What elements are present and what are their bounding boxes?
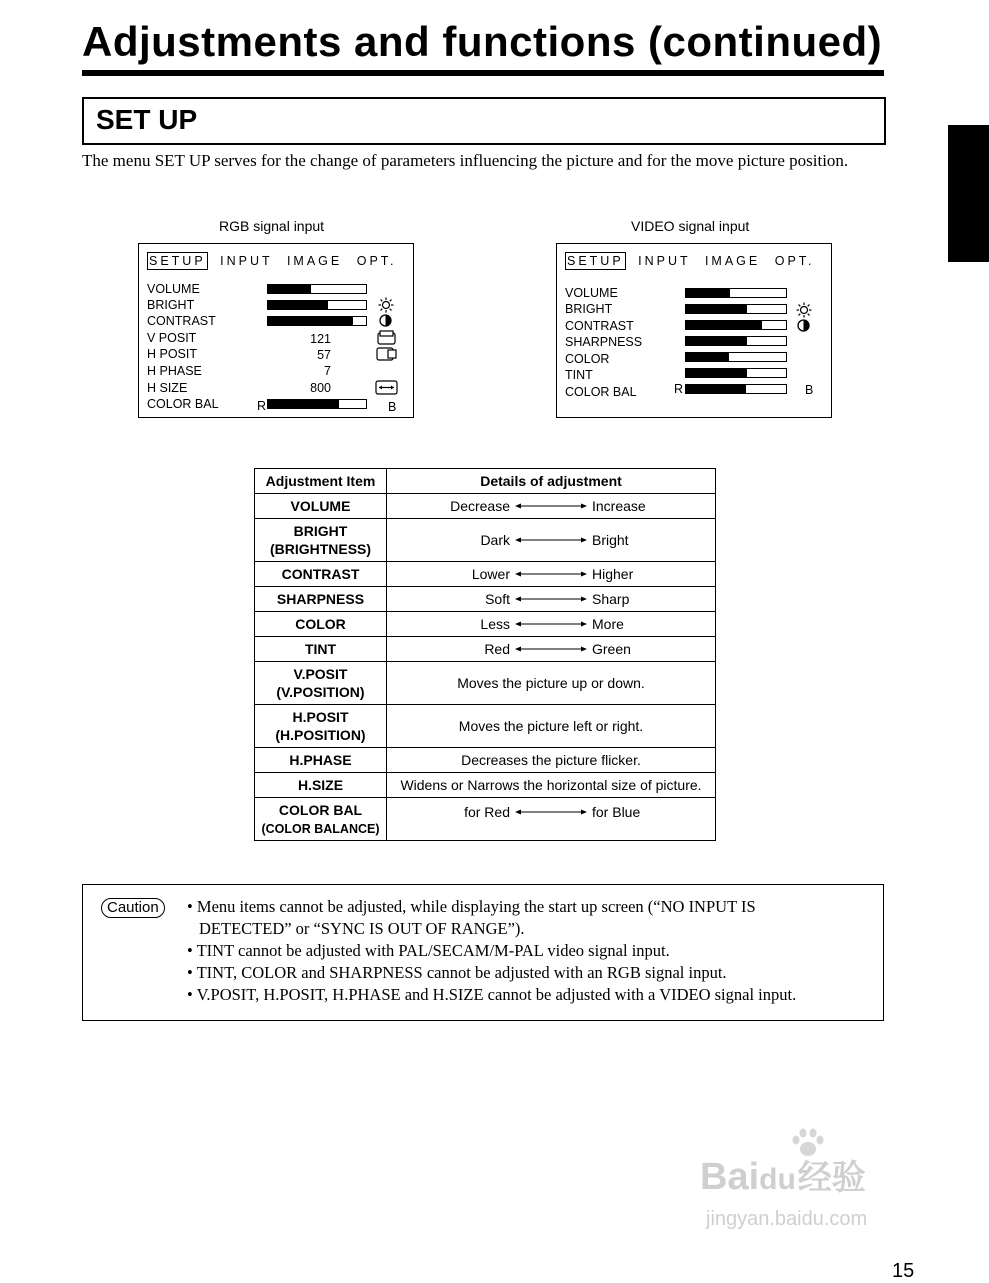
video-label-colorbal: COLOR BAL <box>565 385 637 399</box>
video-label-volume: VOLUME <box>565 286 618 300</box>
detail-cell <box>387 612 716 637</box>
detail-cell <box>387 798 716 841</box>
rgb-hphase-value: 7 <box>324 364 331 378</box>
rgb-label-bright: BRIGHT <box>147 298 195 312</box>
double-arrow-icon <box>515 570 587 578</box>
rgb-colorbal-bar[interactable] <box>267 399 367 409</box>
watermark-brand2: du <box>759 1163 796 1196</box>
caution-note: • Menu items cannot be adjusted, while displaying the start up screen (“NO INPUT IS <box>187 897 756 916</box>
caution-note: • TINT, COLOR and SHARPNESS cannot be adjusted with an RGB signal input. <box>187 963 727 982</box>
vertical-position-icon <box>376 330 398 346</box>
rgb-bal-right: B <box>388 400 397 414</box>
detail-right: Increase <box>592 498 646 514</box>
side-tab-marker <box>948 125 989 262</box>
rgb-panel-caption: RGB signal input <box>219 218 325 234</box>
video-bal-left: R <box>674 382 684 396</box>
double-arrow-icon <box>515 620 587 628</box>
video-osd-tabs <box>565 252 815 270</box>
video-tab-input[interactable]: INPUT <box>638 254 691 268</box>
detail-right: More <box>592 616 624 632</box>
rgb-tab-opt[interactable]: OPT. <box>356 254 397 268</box>
item-cell <box>255 494 387 519</box>
detail-left: Decrease <box>450 498 510 514</box>
rgb-bright-fill <box>268 301 328 309</box>
video-color-bar[interactable] <box>685 352 787 362</box>
item-label-sub: (H.POSITION) <box>275 727 366 743</box>
table-row <box>255 562 716 587</box>
video-contrast-fill <box>686 321 762 329</box>
detail-right: for Blue <box>592 804 641 820</box>
item-label-sub: (COLOR BALANCE) <box>261 821 380 836</box>
double-arrow-icon <box>515 808 587 816</box>
video-label-tint: TINT <box>565 368 593 382</box>
item-label: H.POSIT <box>292 709 349 725</box>
detail-cell <box>387 519 716 562</box>
rgb-vposit-value: 121 <box>310 332 331 346</box>
table-row <box>255 773 716 798</box>
detail-left: for Red <box>464 804 510 820</box>
rgb-volume-fill <box>268 285 311 293</box>
item-cell <box>255 705 387 748</box>
rgb-hsize-value: 800 <box>310 381 331 395</box>
table-row <box>255 748 716 773</box>
detail-cell: Moves the picture left or right. <box>387 705 716 748</box>
video-panel-caption: VIDEO signal input <box>631 218 750 234</box>
detail-cell <box>387 494 716 519</box>
table-row <box>255 587 716 612</box>
item-cell: H.SIZE <box>255 773 387 798</box>
double-arrow-icon <box>515 502 587 510</box>
page-number: 15 <box>892 1260 915 1282</box>
item-cell <box>255 519 387 562</box>
rgb-label-vposit: V POSIT <box>147 331 197 345</box>
rgb-bal-left: R <box>257 399 267 413</box>
section-title: SET UP <box>96 104 198 135</box>
video-bright-fill <box>686 305 747 313</box>
caution-box <box>82 884 884 1021</box>
item-cell <box>255 587 387 612</box>
rgb-tab-image[interactable]: IMAGE <box>286 254 343 268</box>
header-adjustment-item: Adjustment Item <box>255 469 387 494</box>
rgb-tab-setup[interactable]: SETUP <box>149 254 206 268</box>
rgb-label-hposit: H POSIT <box>147 347 198 361</box>
item-label: VOLUME <box>290 498 351 514</box>
item-label: BRIGHT <box>293 523 348 539</box>
table-row <box>255 494 716 519</box>
rgb-contrast-bar[interactable] <box>267 316 367 326</box>
detail-left: Soft <box>485 591 510 607</box>
video-colorbal-fill <box>686 385 746 393</box>
table-row <box>255 705 716 748</box>
video-sharpness-bar[interactable] <box>685 336 787 346</box>
detail-cell <box>387 562 716 587</box>
section-header-box <box>82 97 886 145</box>
watermark-brand: Bai <box>700 1156 760 1198</box>
detail-cell: Moves the picture up or down. <box>387 662 716 705</box>
watermark-cn: 经验 <box>797 1159 866 1197</box>
header-details: Details of adjustment <box>387 469 716 494</box>
double-arrow-icon <box>515 536 587 544</box>
video-label-sharpness: SHARPNESS <box>565 335 643 349</box>
video-label-color: COLOR <box>565 352 610 366</box>
sun-icon <box>796 302 812 318</box>
sun-icon <box>378 297 394 313</box>
video-label-contrast: CONTRAST <box>565 319 634 333</box>
rgb-osd-panel <box>138 243 414 418</box>
item-cell: H.PHASE <box>255 748 387 773</box>
detail-right: Bright <box>592 532 629 548</box>
detail-cell <box>387 637 716 662</box>
table-row <box>255 637 716 662</box>
page-title: Adjustments and functions (continued) <box>82 18 883 65</box>
rgb-tab-input[interactable]: INPUT <box>220 254 273 268</box>
horizontal-size-icon <box>375 380 398 395</box>
item-label: COLOR BAL <box>278 801 363 818</box>
detail-left: Less <box>480 616 510 632</box>
double-arrow-icon <box>515 645 587 653</box>
detail-right: Sharp <box>592 591 630 607</box>
item-cell <box>255 798 387 841</box>
watermark-url: jingyan.baidu.com <box>706 1208 868 1230</box>
video-volume-bar[interactable] <box>685 288 787 298</box>
detail-right: Higher <box>592 566 634 582</box>
detail-right: Green <box>592 641 631 657</box>
rgb-bright-bar[interactable] <box>267 300 367 310</box>
title-rule <box>82 70 884 76</box>
video-volume-fill <box>686 289 730 297</box>
double-arrow-icon <box>515 595 587 603</box>
table-row <box>255 519 716 562</box>
intro-paragraph: The menu SET UP serves for the change of parameters influencing the picture and for the move picture position. <box>82 151 849 170</box>
item-label: CONTRAST <box>281 566 360 582</box>
item-label: SHARPNESS <box>276 591 365 607</box>
rgb-label-colorbal: COLOR BAL <box>147 397 219 411</box>
item-label: V.POSIT <box>293 666 348 682</box>
rgb-label-volume: VOLUME <box>147 282 200 296</box>
video-tint-bar[interactable] <box>685 368 787 378</box>
video-osd-panel <box>556 243 832 418</box>
video-bal-right: B <box>805 383 814 397</box>
caution-label: Caution <box>101 898 165 918</box>
table-row <box>255 662 716 705</box>
item-label-sub: (BRIGHTNESS) <box>269 541 372 557</box>
rgb-label-contrast: CONTRAST <box>147 314 216 328</box>
caution-note: • TINT cannot be adjusted with PAL/SECAM/M-PAL video signal input. <box>187 941 670 960</box>
video-tab-opt[interactable]: OPT. <box>774 254 815 268</box>
video-sharpness-fill <box>686 337 747 345</box>
caution-note: • V.POSIT, H.POSIT, H.PHASE and H.SIZE cannot be adjusted with a VIDEO signal input. <box>187 985 797 1004</box>
item-cell <box>255 612 387 637</box>
item-label: TINT <box>304 641 337 657</box>
contrast-icon <box>797 319 810 332</box>
rgb-osd-tabs <box>147 252 397 270</box>
table-header-row <box>255 469 716 494</box>
detail-cell: Decreases the picture flicker. <box>387 748 716 773</box>
video-contrast-bar[interactable] <box>685 320 787 330</box>
video-color-fill <box>686 353 729 361</box>
item-cell <box>255 637 387 662</box>
rgb-volume-bar[interactable] <box>267 284 367 294</box>
video-label-bright: BRIGHT <box>565 302 613 316</box>
rgb-hposit-value: 57 <box>317 348 331 362</box>
detail-cell <box>387 587 716 612</box>
video-tab-setup[interactable]: SETUP <box>567 254 624 268</box>
horizontal-position-icon <box>376 346 398 362</box>
caution-note: DETECTED” or “SYNC IS OUT OF RANGE”). <box>199 919 525 938</box>
detail-left: Dark <box>480 532 510 548</box>
item-label-sub: (V.POSITION) <box>276 684 365 700</box>
item-label: COLOR <box>295 616 346 632</box>
adjustment-table <box>254 468 716 841</box>
rgb-colorbal-fill <box>268 400 339 408</box>
contrast-icon <box>379 314 392 327</box>
item-cell <box>255 562 387 587</box>
rgb-contrast-fill <box>268 317 353 325</box>
rgb-label-hphase: H PHASE <box>147 364 202 378</box>
video-colorbal-bar[interactable] <box>685 384 787 394</box>
detail-cell: Widens or Narrows the horizontal size of picture. <box>387 773 716 798</box>
rgb-label-hsize: H SIZE <box>147 381 188 395</box>
detail-left: Lower <box>471 566 510 582</box>
detail-left: Red <box>484 641 510 657</box>
video-tab-image[interactable]: IMAGE <box>704 254 761 268</box>
video-tint-fill <box>686 369 747 377</box>
table-row <box>255 798 716 841</box>
video-bright-bar[interactable] <box>685 304 787 314</box>
table-row <box>255 612 716 637</box>
item-cell <box>255 662 387 705</box>
